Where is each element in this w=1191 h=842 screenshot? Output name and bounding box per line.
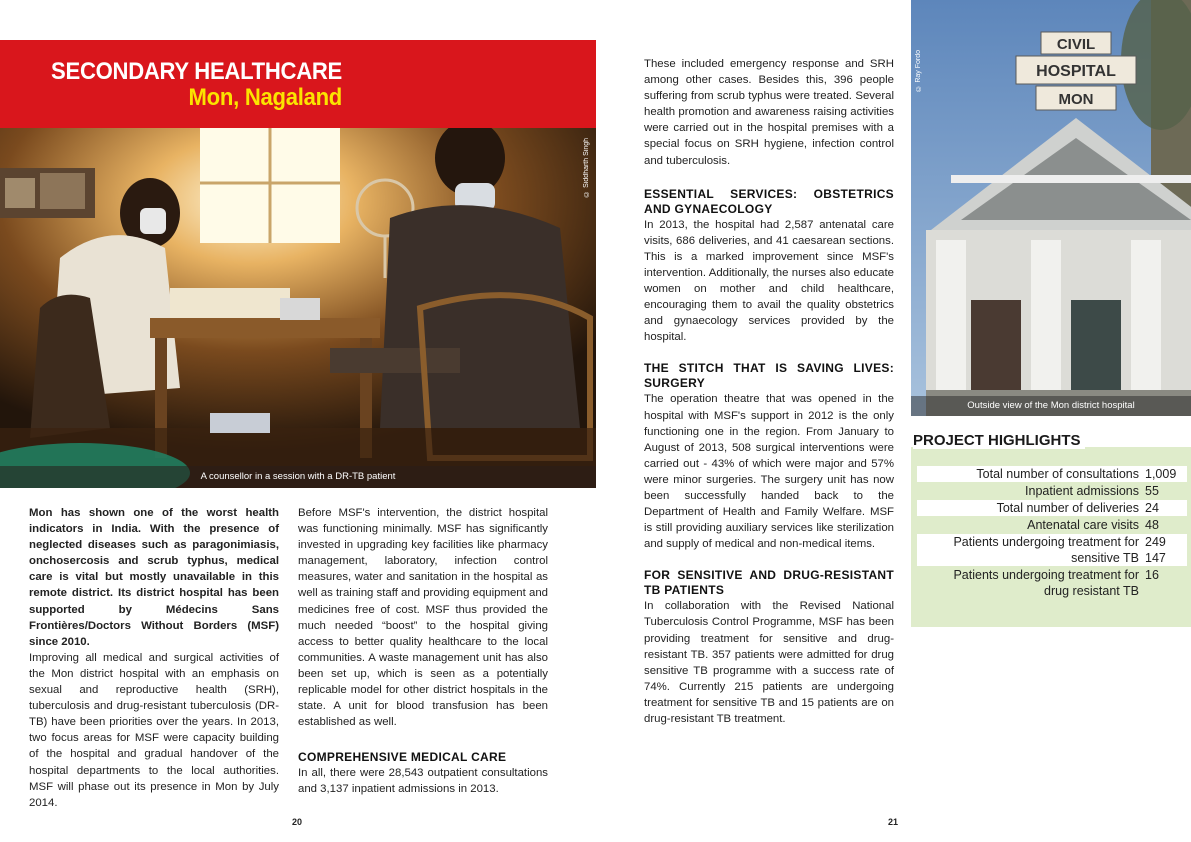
body-paragraph: In collaboration with the Revised National Tuberculosis Control Programme, MSF has been providing treatment for sensitive and drug-resistant TB. 357 patients were admitted for drug sensitive TB programme with a success rate of 74%. Currently 215 patients are undergoing treatment for sensitive TB and 15 patients are on drug-resistant TB treatment. <box>644 600 894 725</box>
highlight-value: 24 <box>1145 501 1159 515</box>
hospital-building-image <box>911 0 1191 416</box>
highlight-label: Total number of deliveries <box>996 501 1139 515</box>
page-title: SECONDARY HEALTHCARE <box>51 58 342 85</box>
highlight-row <box>917 567 1187 599</box>
column-3 <box>644 56 894 727</box>
highlight-row <box>917 517 1187 533</box>
highlight-label: Antenatal care visits <box>1027 518 1139 532</box>
highlight-row <box>917 466 1187 482</box>
highlights-title: PROJECT HIGHLIGHTS <box>913 432 1085 449</box>
section-heading: FOR SENSITIVE AND DRUG-RESISTANT TB PATIENTS <box>644 568 894 598</box>
photo-caption: A counsellor in a session with a DR-TB patient <box>0 466 596 488</box>
hospital-photo <box>911 0 1191 416</box>
highlight-value: 55 <box>1145 484 1159 498</box>
photo-caption: Outside view of the Mon district hospital <box>911 396 1191 416</box>
body-paragraph: Before MSF's intervention, the district hospital was functioning minimally. MSF has significantly invested in upgrading key facilities like pharmacy management, laboratory, infection control measures, water and sanitation in the hospital as well as training staff and providing equipment and medicines free of cost. MSF thus provided the much needed “boost” to the hospital giving access to better quality healthcare to the local communities. A waste management unit has also been set up, which is seen as a potentially replicable model for other district hospitals in the state. A unit for blood transfusion has been established as well. <box>298 507 548 729</box>
body-paragraph: In 2013, the hospital had 2,587 antenatal care visits, 686 deliveries, and 41 caesarean sections. This is a marked improvement since MSF's intervention. Additionally, the nurses also educate women on mother and child healthcare, encouraging them to avail the quality obstetrics and gynaecology services provided by the hospital. <box>644 218 894 344</box>
highlight-label: Patients undergoing treatment for drug resistant TB <box>953 568 1139 598</box>
sign-line-3: MON <box>1058 91 1094 108</box>
highlight-label: Total number of consultations <box>976 467 1139 481</box>
counsellor-photo <box>0 128 596 488</box>
highlight-row <box>917 534 1187 566</box>
section-heading: COMPREHENSIVE MEDICAL CARE <box>298 750 507 765</box>
photo-credit: © Siddharth Singh <box>583 138 590 197</box>
highlight-row <box>917 500 1187 516</box>
body-paragraph: These included emergency response and SRH among other cases. Besides this, 396 people suffering from scrub typhus were treated. Several health promotion and awareness raising activities were carried out in the hospital premises with a special focus on SRH hygiene, infection control and tuberculosis. <box>644 58 894 167</box>
highlight-row <box>917 483 1187 499</box>
body-paragraph: In all, there were 28,543 outpatient consultations and 3,137 inpatient admissions in 2013. <box>298 767 548 796</box>
body-paragraph: The operation theatre that was opened in the hospital with MSF's support in 2012 is the only functioning one in the region. From January to August of 2013, 508 surgical interventions were carried out - 43% of which were major and 57% were minor surgeries. The surgery unit has now been successfully handed back to the Department of Health and Family Welfare. MSF is still providing auxiliary services like sterilization and supply of medical and non-medical items. <box>644 393 894 551</box>
sign-line-1: CIVIL <box>1056 36 1096 53</box>
page-number-right: 21 <box>888 817 899 827</box>
highlight-value: 48 <box>1145 518 1159 532</box>
column-1 <box>29 505 279 811</box>
column-2 <box>298 505 548 798</box>
highlight-value: 249 147 <box>1145 535 1166 565</box>
section-heading: THE STITCH THAT IS SAVING LIVES: SURGERY <box>644 361 894 391</box>
sign-line-2: HOSPITAL <box>1036 63 1116 80</box>
page-number-left: 20 <box>292 817 303 827</box>
highlight-label: Inpatient admissions <box>1025 484 1139 498</box>
highlight-label: Patients undergoing treatment for sensitive TB <box>953 535 1139 565</box>
counsellor-scene-image <box>0 128 596 488</box>
section-heading: ESSENTIAL SERVICES: OBSTETRICS AND GYNAECOLOGY <box>644 186 894 216</box>
highlight-value: 16 <box>1145 568 1159 582</box>
body-paragraph: Improving all medical and surgical activities of the Mon district hospital with an emphasis on sexual and reproductive health (SRH), tuberculosis and drug-resistant tuberculosis (DR-TB) have been priorities over the years. In 2013, two focus areas for MSF were capacity building of the hospital and gradual handover of the hospital departments to the local authorities. MSF will phase out its presence in Mon by July 2014. <box>29 651 279 809</box>
photo-credit: © Ray Fordo <box>915 50 922 92</box>
page-subtitle: Mon, Nagaland <box>188 84 342 111</box>
highlight-value: 1,009 <box>1145 467 1177 481</box>
intro-paragraph: Mon has shown one of the worst health indicators in India. With the presence of neglected diseases such as paragonimiasis, onchosercosis and scrub typhus, medical care is vital but mostly unavailable in this remote district. Its district hospital has been supported by Médecins Sans Frontières/Doctors Without Borders (MSF) since 2010. <box>29 507 279 648</box>
